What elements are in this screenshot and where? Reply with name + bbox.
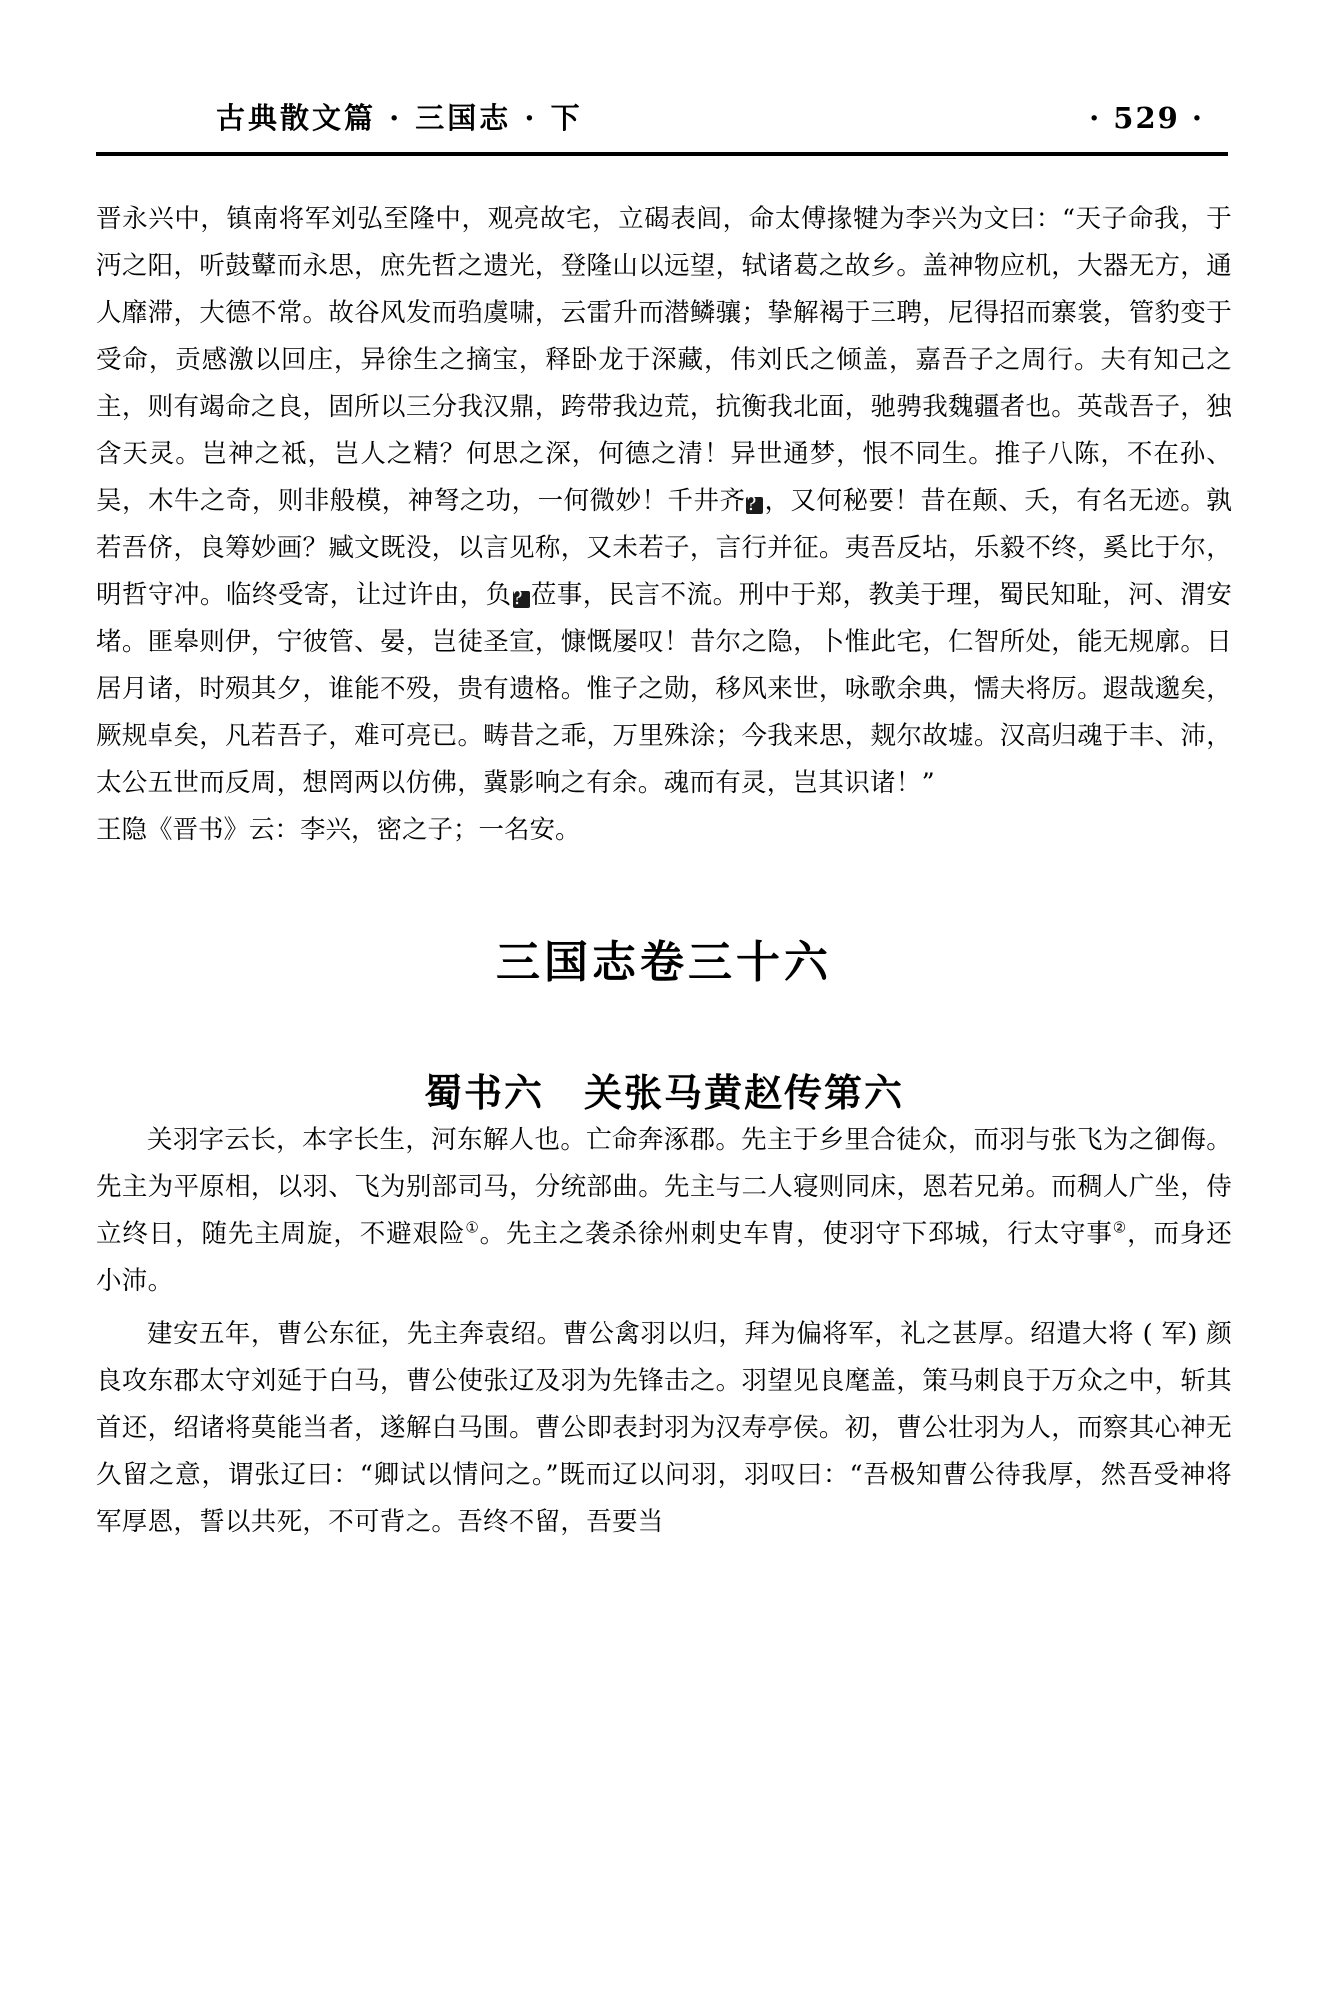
header-divider xyxy=(96,152,1228,156)
missing-glyph-icon: ? xyxy=(513,591,530,608)
body-paragraph-1 xyxy=(96,1117,1232,1305)
chapter-title-left: 蜀书六 xyxy=(423,1071,544,1115)
footnote-marker-2[interactable]: ② xyxy=(1112,1218,1128,1237)
page-header xyxy=(96,96,1228,166)
paragraph-1-text-c: ，而身还小沛。 xyxy=(96,1219,1232,1296)
paragraph-1-text-b: 。先主之袭杀徐州刺史车胄，使羽守下邳城，行太守事 xyxy=(479,1219,1113,1249)
epitaph-signature: 王隐《晋书》云：李兴，密之子；一名安。 xyxy=(96,815,581,845)
running-title: 古典散文篇 · 三国志 · 下 xyxy=(216,101,583,135)
missing-glyph-icon: ? xyxy=(746,497,763,514)
page-header-inner xyxy=(96,96,1228,137)
chapter-title-right: 关张马黄赵传第六 xyxy=(584,1071,905,1115)
page-content xyxy=(96,196,1232,1546)
paragraph-1-text-a: 关羽字云长，本字长生，河东解人也。亡命奔涿郡。先主于乡里合徒众，而羽与张飞为之御侮。先主为平原相，以羽、飞为别部司马，分统部曲。先主与二人寝则同床，恩若兄弟。而稠人广坐，侍立终日，随先主周旋，不避艰险 xyxy=(96,1125,1232,1249)
epitaph-text-part-1: 晋永兴中，镇南将军刘弘至隆中，观亮故宅，立碣表闾，命太傅掾犍为李兴为文曰：“天子命我，于沔之阳，听鼓鼙而永思，庶先哲之遗光，登隆山以远望，轼诸葛之故乡。盖神物应机，大器无方，通人靡滞，大德不常。故谷风发而驺虞啸，云雷升而潜鳞骧；挚解褐于三聘，尼得招而寨裳，管豹变于受命，贡感激以回庄，异徐生之摘宝，释卧龙于深藏，伟刘氏之倾盖，嘉吾子之周行。夫有知己之主，则有竭命之良，固所以三分我汉鼎，跨带我边荒，抗衡我北面，驰骋我魏疆者也。英哉吾子，独含天灵。岂神之祗，岂人之精？何思之深，何德之清！异世通梦，恨不同生。推子八陈，不在孙、吴，木牛之奇，则非般模，神弩之功，一何微妙！千井齐 xyxy=(96,204,1232,516)
page-number: · 529 · xyxy=(1089,101,1204,135)
epitaph-paragraph xyxy=(96,196,1232,807)
epitaph-text-part-2: ，又何秘要！昔在颠、夭，有名无迹。孰若吾侪，良筹妙画？臧文既没，以言见称，又未若子，言行并征。夷吾反坫，乐毅不终，奚比于尔，明哲守冲。临终受寄，让过许由，负 xyxy=(96,486,1232,610)
epitaph-text-part-3: 莅事，民言不流。刑中于郑，教美于理，蜀民知耻，河、渭安堵。匪皋则伊，宁彼管、晏，岂徒圣宣，慷慨屡叹！昔尔之隐，卜惟此宅，仁智所处，能无规廓。日居月诸，时殒其夕，谁能不殁，贵有遗格。惟子之勋，移风来世，咏歌余典，懦夫将厉。遐哉邈矣，厥规卓矣，凡若吾子，难可亮已。畴昔之乖，万里殊涂；今我来思，觌尔故墟。汉高归魂于丰、沛，太公五世而反周，想罔两以仿佛，冀影响之有余。魂而有灵，岂其识诸！” xyxy=(96,580,1232,798)
volume-title: 三国志卷三十六 xyxy=(496,937,832,988)
chapter-title xyxy=(96,1062,1232,1117)
epitaph-block xyxy=(96,196,1232,854)
footnote-marker-1[interactable]: ① xyxy=(465,1218,480,1237)
body-paragraph-2: 建安五年，曹公东征，先主奔袁绍。曹公禽羽以归，拜为偏将军，礼之甚厚。绍遣大将 ( 军) 颜良攻东郡太守刘延于白马，曹公使张辽及羽为先锋击之。羽望见良麾盖，策马刺良于万众之中，斩其首还，绍诸将莫能当者，遂解白马围。曹公即表封羽为汉寿亭侯。初，曹公壮羽为人，而察其心神无久留之意，谓张辽曰：“卿试以情问之。”既而辽以问羽，羽叹曰：“吾极知曹公待我厚，然吾受神将军厚恩，誓以共死，不可背之。吾终不留，吾要当 xyxy=(96,1319,1232,1537)
